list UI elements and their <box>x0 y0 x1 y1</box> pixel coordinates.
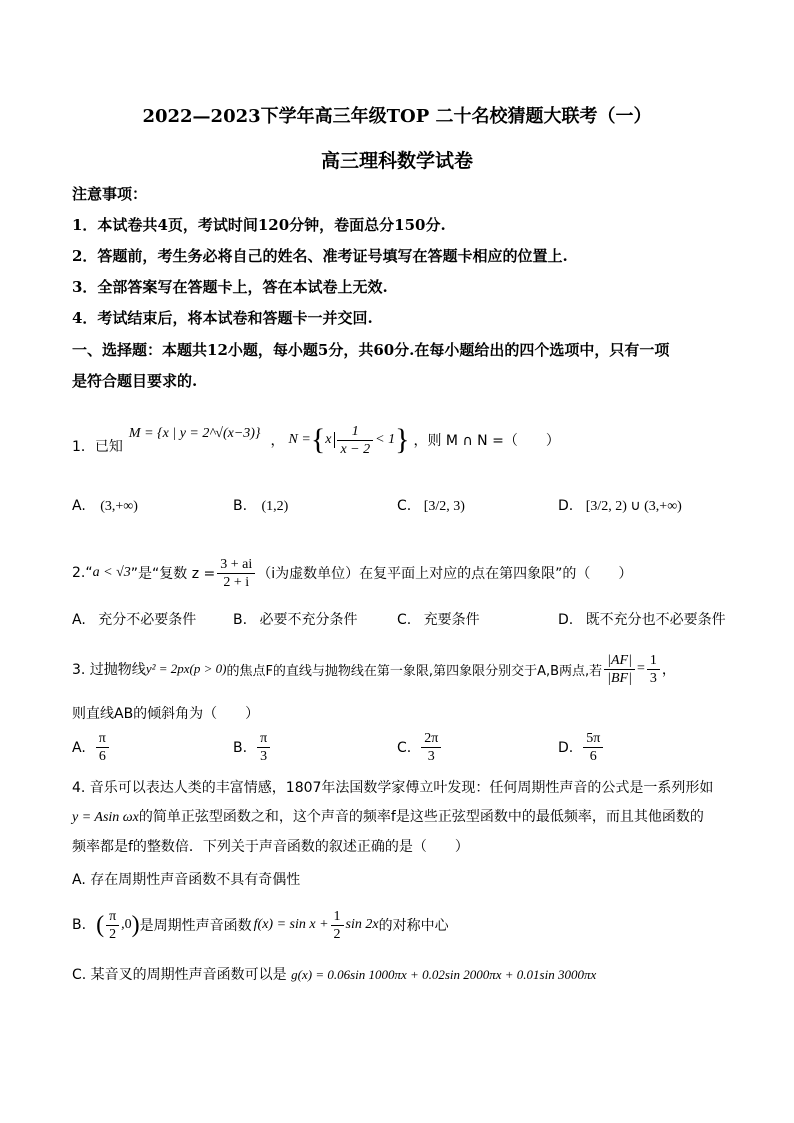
q1-option-b-label: B. <box>233 498 248 514</box>
q3-option-d-frac <box>583 730 603 765</box>
section-heading-line1: 一、选择题：本题共12小题，每小题5分，共60分.在每小题给出的四个选项中，只有一项 <box>72 341 670 359</box>
q2-option-d <box>558 609 726 629</box>
q1-left-brace: { <box>310 423 326 456</box>
notice-item-1: 1．本试卷共4页，考试时间120分钟，卷面总分150分. <box>72 216 446 234</box>
q3-option-d-num: 5π <box>583 730 603 748</box>
q3-option-c <box>397 730 443 765</box>
q4-option-b-end: 的对称中心 <box>378 918 449 934</box>
q4-option-a: A. 存在周期性声音函数不具有奇偶性 <box>72 872 301 888</box>
q1-option-a-label: A. <box>72 498 86 514</box>
q4-option-b-coef <box>331 908 344 943</box>
q3-option-c-frac <box>421 730 441 765</box>
question-4-line3: 频率都是f的整数倍．下列关于声音函数的叙述正确的是（ ） <box>72 839 469 855</box>
question-4-line1: 4. 音乐可以表达人类的丰富情感，1807年法国数学家傅立叶发现：任何周期性声音的公式是一系列形如 <box>72 780 714 796</box>
section-heading-line2: 是符合题目要求的. <box>72 372 198 390</box>
q3-option-b-frac <box>257 730 270 765</box>
q4-option-b-label: B. <box>72 917 87 933</box>
q1-prefix: 1．已知 <box>72 439 123 455</box>
q1-option-c <box>397 498 465 515</box>
q4-line2-text: 的简单正弦型函数之和，这个声音的频率f是这些正弦型函数中的最低频率，而且其他函数的 <box>138 809 704 825</box>
q2-fraction <box>217 556 255 591</box>
q3-option-b <box>233 730 272 765</box>
notice-item-2: 2．答题前，考生务必将自己的姓名、准考证号填写在答题卡相应的位置上. <box>72 247 568 265</box>
q1-option-c-text: [3/2, 3) <box>423 499 465 514</box>
q1-option-b-text: (1,2) <box>261 499 289 514</box>
q2-frac-den: 2 + i <box>223 574 250 590</box>
question-4-line2 <box>72 806 704 826</box>
q1-option-b <box>233 498 288 515</box>
q4-sine-eq: y = Asin ωx <box>72 810 139 825</box>
notice-item-4: 4．考试结束后，将本试卷和答题卡一并交回. <box>72 309 373 327</box>
q1-frac-den: x − 2 <box>340 441 371 457</box>
q1-option-c-label: C. <box>397 498 412 514</box>
question-1: 1．已知 M = {x | y = 2^√(x−3)} ， N = { x $\frac{1}{x - 2}$ < 1 } ，则 M ∩ N =（ ） <box>72 423 560 457</box>
q4-coef-den: 2 <box>333 926 341 942</box>
q3-option-b-label: B. <box>233 739 248 756</box>
q3-option-b-num: π <box>257 730 270 748</box>
q2-option-c-text: 充要条件 <box>423 612 480 628</box>
q3-option-b-den: 3 <box>260 749 268 764</box>
q3-value <box>647 652 660 687</box>
q4-point-tail: ,0 <box>121 917 132 932</box>
q4-option-b-func-tail: sin 2x <box>345 917 379 932</box>
q4-point-num: π <box>106 908 119 926</box>
q3-option-c-num: 2π <box>421 730 441 748</box>
q4-option-b-mid: 是周期性声音函数 <box>139 918 252 934</box>
q3-ratio-eq: = <box>636 661 645 676</box>
q4-option-b-point-frac <box>106 908 119 943</box>
q3-option-a-label: A. <box>72 739 86 756</box>
q2-option-d-label: D. <box>558 612 574 628</box>
q3-intro: 3. 过抛物线 <box>72 662 146 678</box>
q3-ratio-den: |BF| <box>607 670 632 686</box>
q3-option-d-den: 6 <box>589 749 597 764</box>
q2-option-b <box>233 609 358 629</box>
q3-option-a-frac <box>96 730 109 765</box>
q2-option-d-text: 既不充分也不必要条件 <box>585 612 726 628</box>
q4-option-b-func: f(x) = sin x + <box>253 917 329 932</box>
question-3-line1 <box>72 647 676 691</box>
q3-option-a-num: π <box>96 730 109 748</box>
exam-subtitle: 高三理科数学试卷 <box>320 150 473 172</box>
q1-option-d <box>558 498 682 515</box>
q3-option-a <box>72 730 111 765</box>
q2-suffix: （i为虚数单位）在复平面上对应的点在第四象限”的（ ） <box>257 566 633 582</box>
q2-prefix: 2.“ <box>72 565 93 581</box>
q4-option-c-text: C. 某音叉的周期性声音函数可以是 <box>72 967 287 983</box>
q1-set-m: M = {x | y = 2^√(x−3)} <box>128 426 261 441</box>
exam-title: 2022—2023下学年高三年级TOP 二十名校猜题大联考（一） <box>142 106 652 127</box>
q2-option-b-text: 必要不充分条件 <box>259 612 358 628</box>
q3-value-den: 3 <box>649 670 657 686</box>
q2-condition: a < √3 <box>92 565 131 580</box>
q4-option-c <box>72 964 596 984</box>
q1-frac-num: 1 <box>337 423 373 441</box>
q3-ratio <box>604 652 635 687</box>
q1-option-a-text: (3,+∞) <box>100 499 138 514</box>
q2-option-c <box>397 609 480 629</box>
notice-item-3: 3．全部答案写在答题卡上，答在本试卷上无效. <box>72 278 388 296</box>
q1-set-n-frac <box>337 423 373 458</box>
q2-mid: ”是“复数 z = <box>130 566 216 582</box>
q3-option-c-den: 3 <box>427 749 435 764</box>
question-2 <box>72 553 632 593</box>
q3-ratio-num: |AF| <box>604 652 635 670</box>
q2-frac-num: 3 + ai <box>217 556 255 574</box>
q3-parabola-eq: y² = 2px(p > 0) <box>145 661 227 676</box>
q1-set-n-lead: N = <box>288 432 311 447</box>
q1-option-d-label: D. <box>558 498 574 514</box>
q3-text: 的焦点F的直线与抛物线在第一象限,第四象限分别交于A,B两点,若 <box>226 663 603 679</box>
q3-option-d-label: D. <box>558 739 574 756</box>
q3-option-c-label: C. <box>397 739 412 756</box>
q2-option-c-label: C. <box>397 612 412 628</box>
q2-option-b-label: B. <box>233 612 248 628</box>
q2-option-a-text: 充分不必要条件 <box>98 612 197 628</box>
q4-point-den: 2 <box>109 926 117 942</box>
q4-coef-num: 1 <box>331 908 344 926</box>
q2-option-a <box>72 609 196 629</box>
q3-option-a-den: 6 <box>98 749 106 764</box>
q1-option-a <box>72 498 138 515</box>
q3-value-num: 1 <box>647 652 660 670</box>
question-3-line2: 则直线AB的倾斜角为（ ） <box>72 706 260 722</box>
q1-right-brace: } <box>395 423 410 456</box>
q3-line1-end: ， <box>661 662 676 678</box>
q4-option-c-eq: g(x) = 0.06sin 1000πx + 0.02sin 2000πx + 0.01sin 3000πx <box>291 967 597 982</box>
q1-set-n-tail: < 1 <box>375 432 396 447</box>
q3-option-d <box>558 730 605 765</box>
q1-set-n-var: x <box>325 432 335 448</box>
q4-option-b: B. ( $\frac{\pi}{2}$ ,0 ) 是周期性声音函数 f(x) = sin x + $\frac{1}{2}$ sin 2x 的对称中心 <box>72 908 449 942</box>
q2-option-a-label: A. <box>72 612 86 628</box>
q1-suffix: ，则 M ∩ N =（ ） <box>413 433 560 449</box>
notice-heading: 注意事项： <box>72 185 148 203</box>
q1-option-d-text: [3/2, 2) ∪ (3,+∞) <box>585 499 682 514</box>
